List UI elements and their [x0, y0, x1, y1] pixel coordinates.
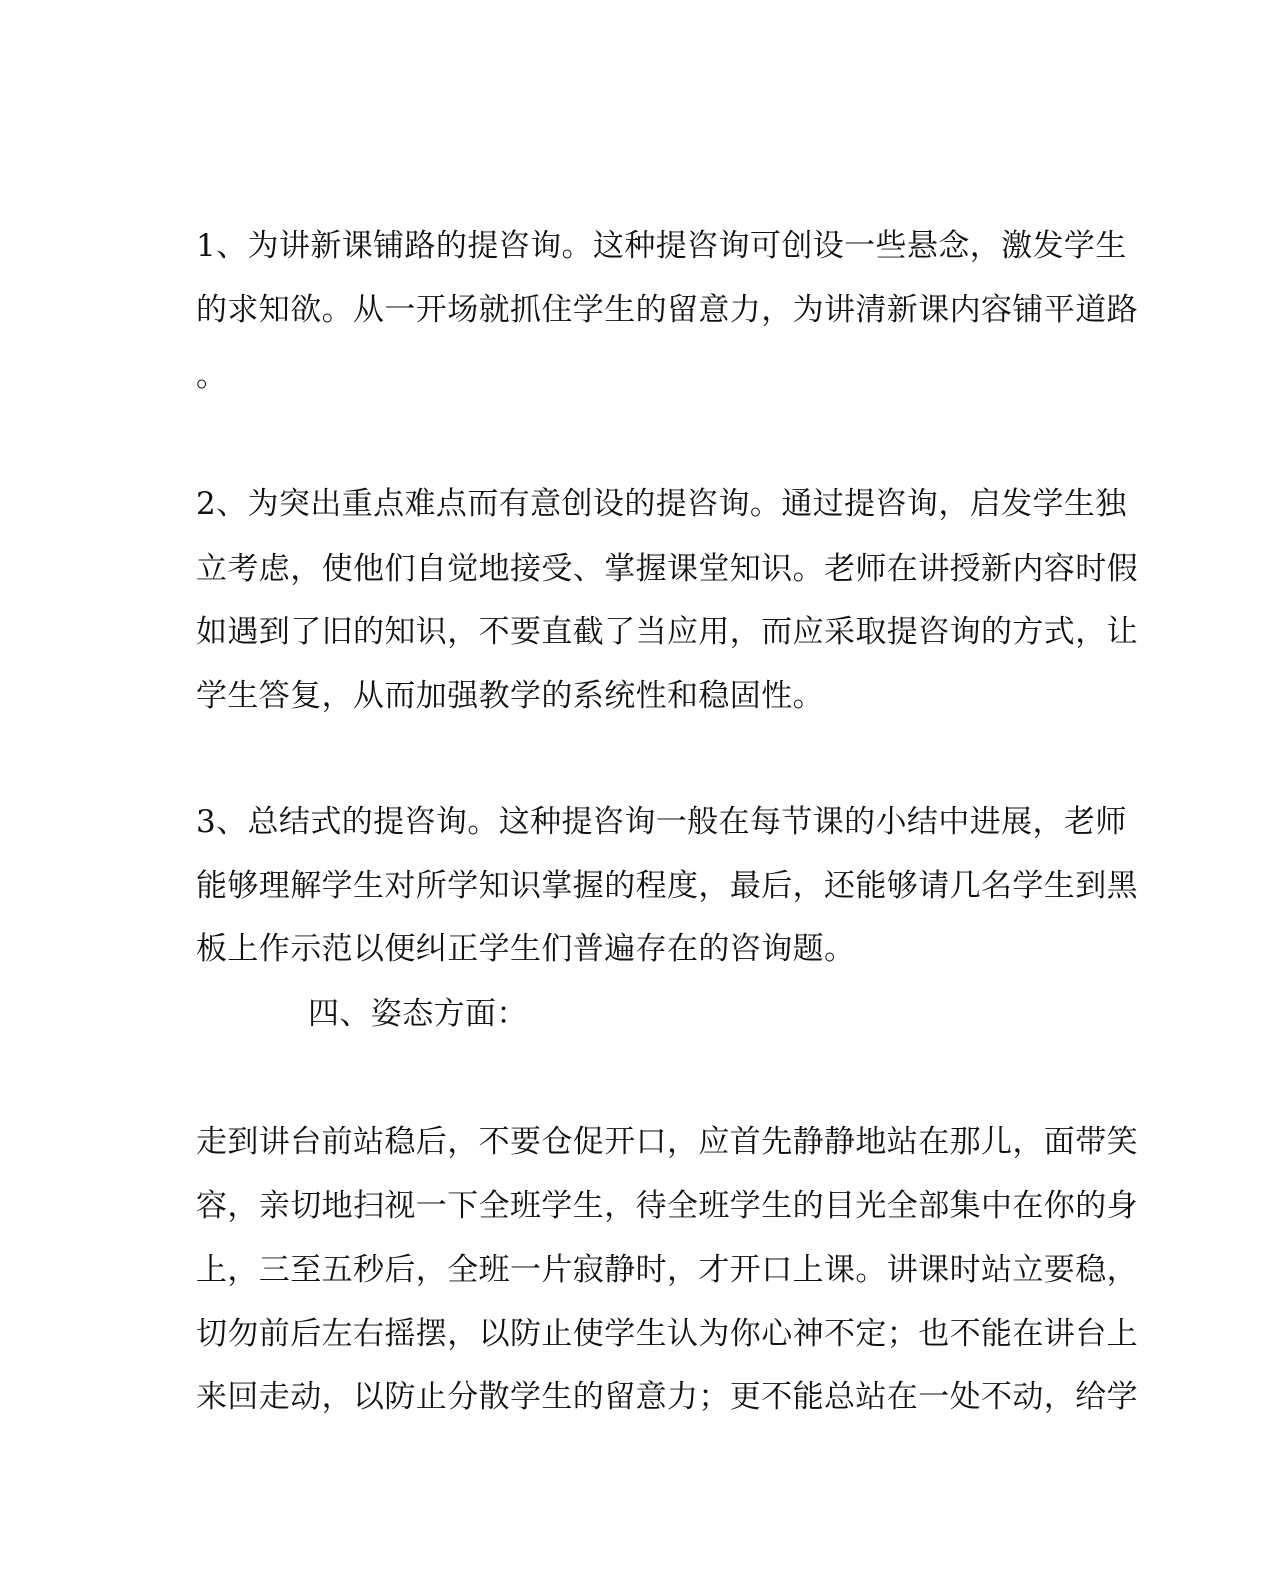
paragraph-4-line-5: 来回走动，以防止分散学生的留意力；更不能总站在一处不动，给学 [196, 1379, 1138, 1415]
paragraph-2-line-4: 学生答复，从而加强教学的系统性和稳固性。 [196, 678, 824, 714]
paragraph-4-line-2: 容，亲切地扫视一下全班学生，待全班学生的目光全部集中在你的身 [196, 1188, 1138, 1224]
section-heading: 四、姿态方面： [308, 996, 528, 1032]
paragraph-2-line-3: 如遇到了旧的知识，不要直截了当应用，而应采取提咨询的方式，让 [196, 614, 1138, 650]
paragraph-4-line-3: 上，三至五秒后，全班一片寂静时，才开口上课。讲课时站立要稳， [196, 1252, 1138, 1288]
paragraph-2-line-2: 立考虑，使他们自觉地接受、掌握课堂知识。老师在讲授新内容时假 [196, 551, 1138, 587]
paragraph-1-line-1: 1、为讲新课铺路的提咨询。这种提咨询可创设一些悬念，激发学生 [196, 228, 1127, 264]
paragraph-3-line-2: 能够理解学生对所学知识掌握的程度，最后，还能够请几名学生到黑 [196, 868, 1138, 904]
paragraph-1-line-2: 的求知欲。从一开场就抓住学生的留意力，为讲清新课内容铺平道路 [196, 292, 1138, 328]
paragraph-3-line-1: 3、总结式的提咨询。这种提咨询一般在每节课的小结中进展，老师 [196, 804, 1127, 840]
paragraph-4-line-1: 走到讲台前站稳后，不要仓促开口，应首先静静地站在那儿，面带笑 [196, 1124, 1138, 1160]
paragraph-3-line-3: 板上作示范以便纠正学生们普遍存在的咨询题。 [196, 931, 856, 967]
paragraph-2-line-1: 2、为突出重点难点而有意创设的提咨询。通过提咨询，启发学生独 [196, 486, 1127, 522]
paragraph-1-line-3: 。 [196, 358, 228, 394]
paragraph-4-line-4: 切勿前后左右摇摆，以防止使学生认为你心神不定；也不能在讲台上 [196, 1316, 1138, 1352]
